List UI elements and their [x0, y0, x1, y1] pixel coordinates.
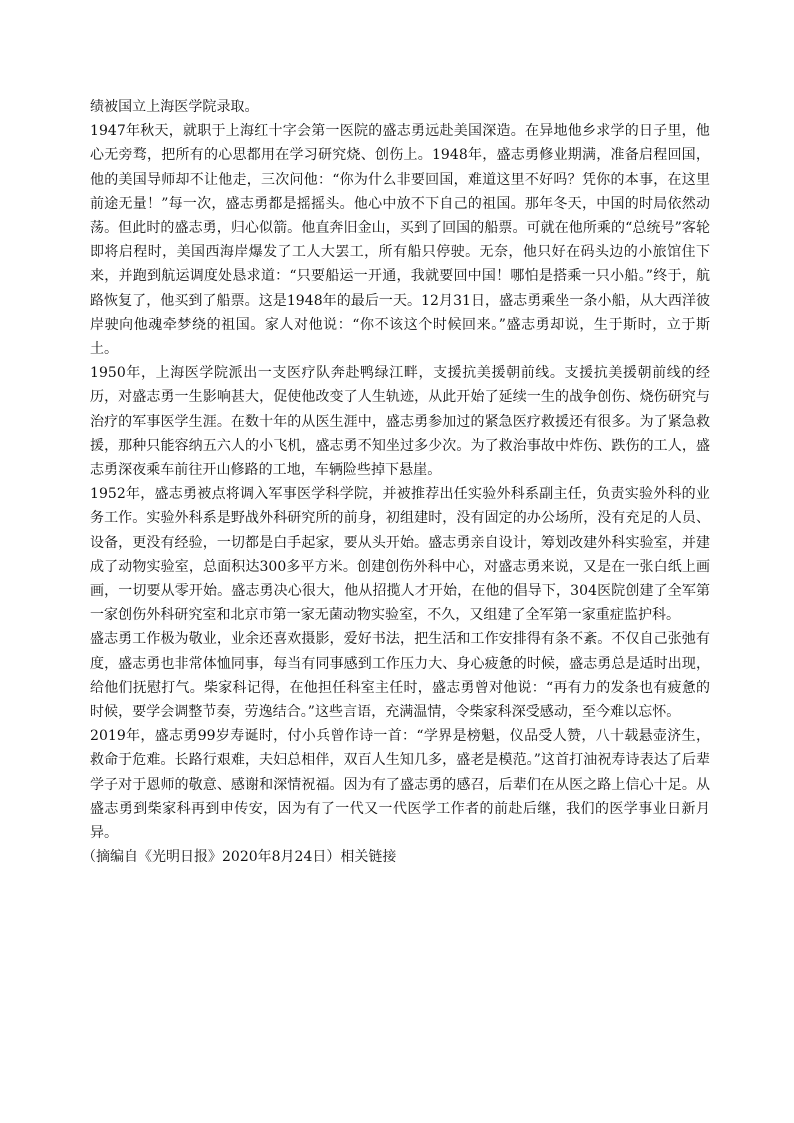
paragraph-1: 绩被国立上海医学院录取。	[90, 99, 259, 115]
source-note: （摘编自《光明日报》2020年8月24日）相关链接	[82, 849, 397, 866]
paragraph-2: 1947年秋天，就职于上海红十字会第一医院的盛志勇远赴美国深造。在异地他乡求学的日子里，他心无旁骛，把所有的心思都用在学习研究烧、创伤上。1948年，盛志勇修业期满，准备启程回国，他的美国导师却不让他走，三次问他：“你为什么非要回国，难道这里不好吗？凭你的本事，在这里前途无量！”每一次，盛志勇都是摇摇头。他心中放不下自己的祖国。那年冬天，中国的时局依然动荡。但此时的盛志勇，归心似箭。他直奔旧金山，买到了回国的船票。可就在他所乘的“总统号”客轮即将启程时，美国西海岸爆发了工人大罢工，所有船只停驶。无奈，他只好在码头边的小旅馆住下来，并跑到航运调度处恳求道：“只要船运一开通，我就要回中国！哪怕是搭乘一只小船。”终于，航路恢复了，他买到了船票。这是1948年的最后一天。12月31日，盛志勇乘坐一条小船，从大西洋彼岸驶向他魂牵梦绕的祖国。家人对他说：“你不该这个时候回来。”盛志勇却说，生于斯时，立于斯土。	[90, 123, 710, 358]
document-page	[82, 95, 710, 870]
paragraph-4: 1952年，盛志勇被点将调入军事医学科学院，并被推荐出任实验外科系副主任，负责实验外科的业务工作。实验外科系是野战外科研究所的前身，初组建时，没有固定的办公场所，没有充足的人员、设备，更没有经验，一切都是白手起家，要从头开始。盛志勇亲自设计，筹划改建外科实验室，并建成了动物实验室，总面积达300多平方米。创建创伤外科中心，对盛志勇来说，又是在一张白纸上画画，一切要从零开始。盛志勇决心很大，他从招揽人才开始，在他的倡导下，304医院创建了全军第一家创伤外科研究室和北京市第一家无菌动物实验室，不久，又组建了全军第一家重症监护科。	[90, 486, 710, 624]
paragraph-6: 2019年，盛志勇99岁寿诞时，付小兵曾作诗一首：“学界是榜魁，仪品受人赞，八十载悬壶济生，救命于危难。长路行艰难，夫妇总相伴，双百人生知几多，盛老是模范。”这首打油祝寿诗表达了后辈学子对于恩师的敬意、感谢和深情祝福。因为有了盛志勇的感召，后辈们在从医之路上信心十足。从盛志勇到柴家科再到申传安，因为有了一代又一代医学工作者的前赴后继，我们的医学事业日新月异。	[90, 728, 710, 842]
paragraph-3: 1950年，上海医学院派出一支医疗队奔赴鸭绿江畔，支援抗美援朝前线。支援抗美援朝前线的经历，对盛志勇一生影响甚大，促使他改变了人生轨迹，从此开始了延续一生的战争创伤、烧伤研究与治疗的军事医学生涯。在数十年的从医生涯中，盛志勇参加过的紧急医疗救援还有很多。为了紧急救援，那种只能容纳五六人的小飞机，盛志勇不知坐过多少次。为了救治事故中炸伤、跌伤的工人，盛志勇深夜乘车前往开山修路的工地，车辆险些掉下悬崖。	[90, 365, 710, 479]
paragraph-5: 盛志勇工作极为敬业，业余还喜欢摄影，爱好书法，把生活和工作安排得有条不紊。不仅自己张弛有度，盛志勇也非常体恤同事，每当有同事感到工作压力大、身心疲惫的时候，盛志勇总是适时出现，给他们抚慰打气。柴家科记得，在他担任科室主任时，盛志勇曾对他说：“再有力的发条也有疲惫的时候，要学会调整节奏，劳逸结合。”这些言语，充满温情，令柴家科深受感动，至今难以忘怀。	[90, 631, 710, 721]
